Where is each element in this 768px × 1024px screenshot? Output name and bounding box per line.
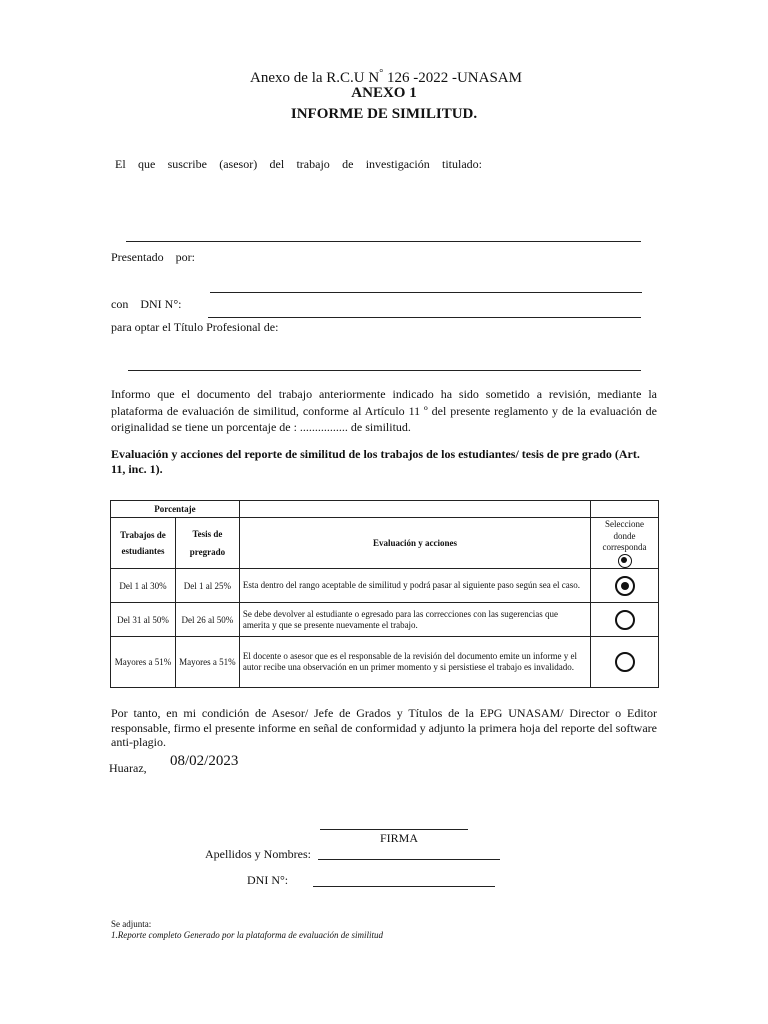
attach-item: 1.Reporte completo Generado por la plataforma de evaluación de similitud	[111, 930, 383, 940]
date-value: 08/02/2023	[170, 753, 239, 769]
signature-dni-line	[313, 886, 495, 887]
attach-label: Se adjunta:	[111, 919, 152, 929]
annex-title: ANEXO 1	[351, 85, 417, 101]
presented-by-label: Presentado por:	[111, 250, 195, 264]
row-students: Del 1 al 30%	[111, 569, 176, 603]
select-radio-2[interactable]	[615, 610, 635, 630]
header-select-label: Seleccione donde corresponda	[602, 519, 647, 553]
annex-ref-suffix: 126 -2022 -UNASAM	[383, 70, 522, 86]
intro-text: El que suscribe (asesor) del trabajo de investigación titulado:	[115, 157, 482, 171]
row-eval: Esta dentro del rango aceptable de similitud y podrá pasar al siguiente paso según sea el caso.	[239, 569, 590, 603]
dni-label: con DNI N°:	[111, 297, 182, 311]
row-thesis: Del 26 al 50%	[175, 603, 239, 637]
header-eval: Evaluación y acciones	[239, 518, 590, 569]
table-row	[111, 569, 659, 603]
annex-ref-prefix: Anexo de la R.C.U N	[250, 70, 380, 86]
signature-dni-label: DNI N°:	[247, 873, 289, 887]
professional-title-label: para optar el Título Profesional de:	[111, 320, 279, 334]
place-label: Huaraz,	[109, 761, 147, 775]
table-row	[111, 637, 659, 688]
professional-title-line	[128, 370, 641, 371]
report-title: INFORME DE SIMILITUD.	[290, 106, 478, 122]
signature-line	[320, 829, 468, 830]
dni-line	[208, 317, 641, 318]
header-select	[591, 518, 659, 569]
row-students: Mayores a 51%	[111, 637, 176, 688]
names-label: Apellidos y Nombres:	[205, 847, 311, 861]
header-percent: Porcentaje	[111, 501, 240, 518]
firma-label: FIRMA	[379, 831, 418, 845]
names-line	[318, 859, 500, 860]
row-eval: Se debe devolver al estudiante o egresado para las correcciones con las sugerencias que amerita y que se presente nuevamente el trabajo.	[239, 603, 590, 637]
evaluation-heading: Evaluación y acciones del reporte de similitud de los trabajos de los estudiantes/ tesis de pre grado (Art. 11, inc. 1).	[111, 447, 640, 476]
presented-by-line	[210, 292, 642, 293]
degree-sign: °	[379, 68, 384, 79]
header-students: Trabajos de estudiantes	[111, 518, 176, 569]
row-students: Del 31 al 50%	[111, 603, 176, 637]
select-radio-1[interactable]	[615, 576, 635, 596]
similarity-paragraph: Informo que el documento del trabajo anteriormente indicado ha sido sometido a revisión, mediante la plataforma de evaluación de similitud, conforme al Artículo 11 º del presente reglamento y de la evaluación de originalidad se tiene un porcentaje de : ................ de similitud.	[111, 387, 657, 434]
header-radio-icon	[618, 554, 632, 568]
select-radio-3[interactable]	[615, 652, 635, 672]
evaluation-table	[110, 500, 659, 688]
row-thesis: Mayores a 51%	[175, 637, 239, 688]
title-line	[126, 241, 641, 242]
row-eval: El docente o asesor que es el responsable de la revisión del documento emite un informe y el autor recibe una observación en un primer momento y si persistiese el trabajo es invalidado.	[239, 637, 590, 688]
header-thesis: Tesis de pregrado	[175, 518, 239, 569]
closing-paragraph: Por tanto, en mi condición de Asesor/ Jefe de Grados y Títulos de la EPG UNASAM/ Director o Editor responsable, firmo el presente informe en señal de conformidad y adjunto la primera hoja del reporte del software anti-plagio.	[111, 706, 657, 749]
table-row	[111, 603, 659, 637]
row-thesis: Del 1 al 25%	[175, 569, 239, 603]
